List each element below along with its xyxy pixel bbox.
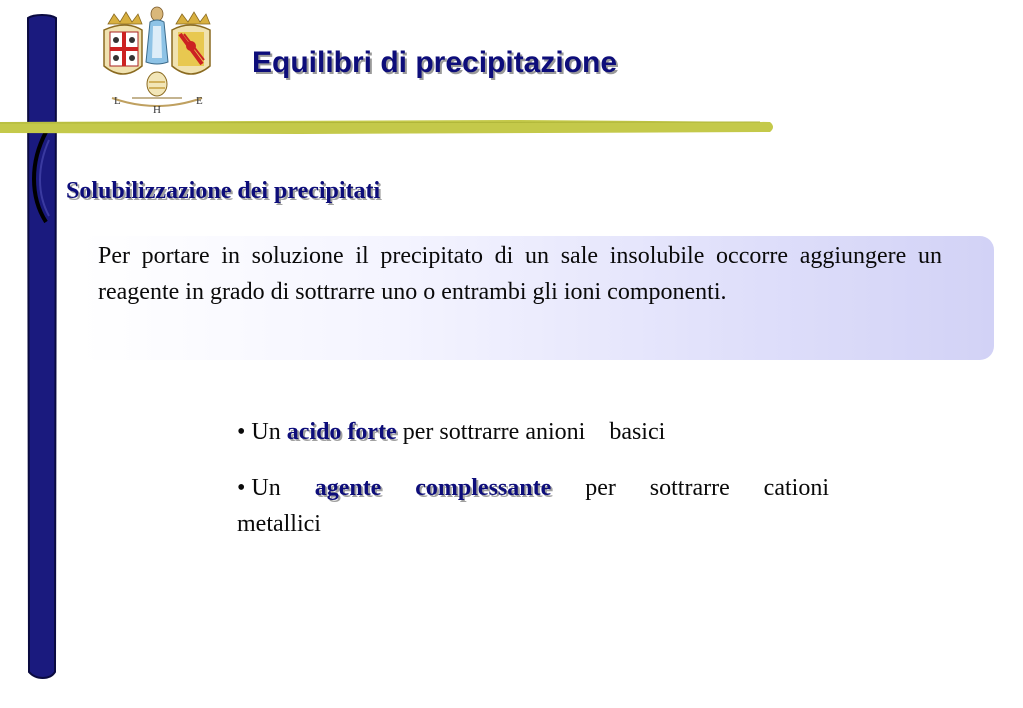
bullet-post-text: per sottrarre anioni [402,419,586,445]
bullet-marker: • [237,419,246,445]
crest-logo [92,2,222,122]
right-shield-icon [172,12,210,74]
bullet-list [237,414,829,562]
left-decorative-bar [20,12,62,682]
green-divider-bar [0,116,775,138]
madonna-figure-icon [146,7,168,64]
bullet-item-complexing [237,470,829,542]
logo-letter-l: L [114,95,121,107]
bullet-item-acid [237,414,829,450]
logo-letter-h: H [153,104,161,116]
tiara-icon [132,72,182,98]
bullet-post-text-2: basici [609,419,666,445]
left-shield-icon [104,12,142,74]
bullet-pre-text: Un [251,419,281,445]
slide-title: Equilibri di precipitazione [252,46,618,79]
logo-letter-e: E [196,95,203,107]
bullet-pre-text: Un [251,475,281,501]
bullet-marker: • [237,475,246,501]
bullet-emphasis: acido forte [286,419,397,445]
bullet-post-text: per sottrarre cationi metallici [237,475,829,537]
bullet-emphasis: agente complessante [314,475,552,501]
highlight-box [80,236,994,360]
section-subtitle: Solubilizzazione dei precipitati [66,178,381,204]
intro-paragraph: Per portare in soluzione il precipitato di un sale insolubile occorre aggiungere un reagente in grado di sottrarre uno o entrambi gli ioni componenti. [98,243,942,305]
